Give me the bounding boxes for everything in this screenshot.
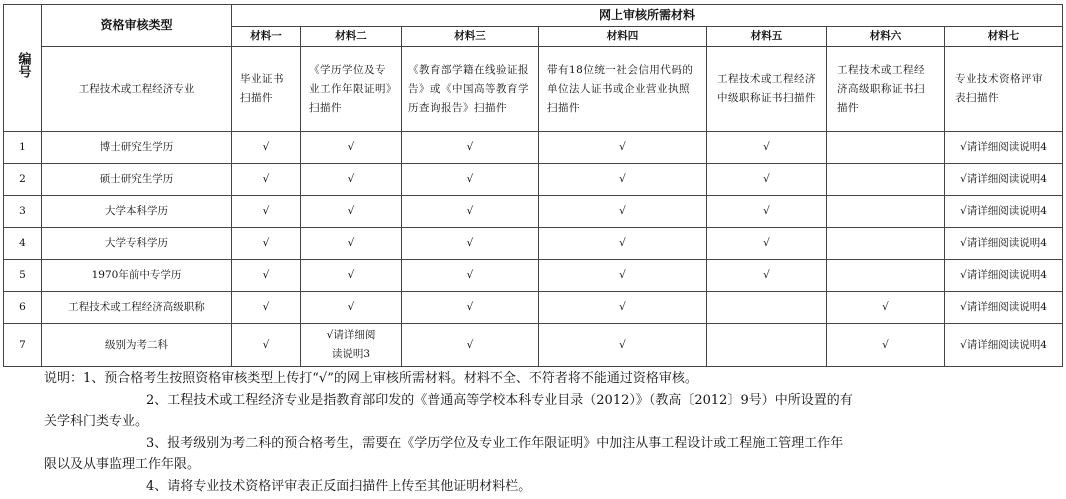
cell-m4: √ <box>539 260 707 292</box>
table-row <box>4 164 1063 196</box>
table-row <box>4 324 1063 367</box>
cell-m6: √ <box>827 324 945 367</box>
cell-no: 6 <box>4 292 42 324</box>
cell-type: 1970年前中专学历 <box>42 260 232 292</box>
note-2-cont: 关学科门类专业。 <box>44 414 149 429</box>
material-3-desc: 《教育部学籍在线验证报告》或《中国高等教育学历查询报告》扫描件 <box>402 47 539 132</box>
cell-m7: √请详细阅读说明4 <box>945 228 1063 260</box>
cell-m1: √ <box>232 228 301 260</box>
cell-no: 4 <box>4 228 42 260</box>
type-header: 资格审核类型 <box>42 5 232 47</box>
cell-m1: √ <box>232 196 301 228</box>
note-1: 说明：1、预合格考生按照资格审核类型上传打“√”的网上审核所需材料。材料不全、不符者将不能通过资格审核。 <box>44 371 698 386</box>
table-row <box>4 260 1063 292</box>
material-7-header: 材料七 <box>945 27 1063 47</box>
cell-m5: √ <box>707 260 827 292</box>
material-6-header: 材料六 <box>827 27 945 47</box>
material-5-desc: 工程技术或工程经济中级职称证书扫描件 <box>707 47 827 132</box>
cell-m7: √请详细阅读说明4 <box>945 292 1063 324</box>
cell-m5 <box>707 292 827 324</box>
cell-type: 博士研究生学历 <box>42 132 232 164</box>
cell-m3: √ <box>402 164 539 196</box>
cell-m3: √ <box>402 260 539 292</box>
cell-no: 1 <box>4 132 42 164</box>
cell-m7: √请详细阅读说明4 <box>945 196 1063 228</box>
cell-type: 硕士研究生学历 <box>42 164 232 196</box>
cell-m3: √ <box>402 228 539 260</box>
material-6-desc: 工程技术或工程经济高级职称证书扫描件 <box>827 47 945 132</box>
cell-m2: √ <box>301 164 402 196</box>
cell-m2: √ <box>301 292 402 324</box>
cell-m3: √ <box>402 132 539 164</box>
cell-m6 <box>827 196 945 228</box>
cell-m4: √ <box>539 164 707 196</box>
cell-type: 工程技术或工程经济高级职称 <box>42 292 232 324</box>
cell-m6 <box>827 228 945 260</box>
table-row <box>4 228 1063 260</box>
cell-m5: √ <box>707 132 827 164</box>
table-row <box>4 292 1063 324</box>
cell-m5: √ <box>707 228 827 260</box>
cell-m4: √ <box>539 132 707 164</box>
note-3: 3、报考级别为考二科的预合格考生，需要在《学历学位及专业工作年限证明》中加注从事工程设计或工程施工管理工作年 <box>146 435 844 451</box>
cell-m2: √ <box>301 196 402 228</box>
cell-m2: √ <box>301 132 402 164</box>
cell-m4: √ <box>539 292 707 324</box>
cell-no: 5 <box>4 260 42 292</box>
cell-type: 大学本科学历 <box>42 196 232 228</box>
cell-m6 <box>827 132 945 164</box>
cell-no: 2 <box>4 164 42 196</box>
cell-no: 7 <box>4 324 42 367</box>
cell-m4: √ <box>539 228 707 260</box>
cell-m6: √ <box>827 292 945 324</box>
cell-m5: √ <box>707 164 827 196</box>
cell-m4: √ <box>539 196 707 228</box>
material-7-desc: 专业技术资格评审表扫描件 <box>945 47 1063 132</box>
cell-m3: √ <box>402 292 539 324</box>
cell-type: 级别为考二科 <box>42 324 232 367</box>
material-2-desc: 《学历学位及专业工作年限证明》扫描件 <box>301 47 402 132</box>
table-row <box>4 196 1063 228</box>
material-1-header: 材料一 <box>232 27 301 47</box>
cell-m7: √请详细阅读说明4 <box>945 164 1063 196</box>
note-4: 4、请将专业技术资格评审表正反面扫描件上传至其他证明材料栏。 <box>146 478 532 494</box>
cell-m3: √ <box>402 196 539 228</box>
cell-m7: √请详细阅读说明4 <box>945 132 1063 164</box>
material-5-header: 材料五 <box>707 27 827 47</box>
material-1-desc: 毕业证书扫描件 <box>232 47 301 132</box>
cell-m2: √请详细阅读说明3 <box>301 324 402 367</box>
cell-m3: √ <box>402 324 539 367</box>
cell-m5 <box>707 324 827 367</box>
cell-type: 大学专科学历 <box>42 228 232 260</box>
cell-m6 <box>827 164 945 196</box>
cell-m1: √ <box>232 164 301 196</box>
cell-m7: √请详细阅读说明4 <box>945 324 1063 367</box>
materials-table <box>3 4 1063 367</box>
table-row <box>4 132 1063 164</box>
material-3-header: 材料三 <box>402 27 539 47</box>
cell-m1: √ <box>232 324 301 367</box>
cell-no: 3 <box>4 196 42 228</box>
cell-m1: √ <box>232 292 301 324</box>
category-desc: 工程技术或工程经济专业 <box>42 47 232 132</box>
cell-m2: √ <box>301 260 402 292</box>
material-2-header: 材料二 <box>301 27 402 47</box>
note-2: 2、工程技术或工程经济专业是指教育部印发的《普通高等学校本科专业目录（2012）》（教高〔2012〕9号）中所设置的有 <box>146 392 853 408</box>
material-4-header: 材料四 <box>539 27 707 47</box>
no-header: 编号 <box>4 5 42 132</box>
cell-m6 <box>827 260 945 292</box>
cell-m2: √ <box>301 228 402 260</box>
note-3-cont: 限以及从事监理工作年限。 <box>44 457 201 472</box>
cell-m7: √请详细阅读说明4 <box>945 260 1063 292</box>
cell-m4: √ <box>539 324 707 367</box>
cell-m1: √ <box>232 132 301 164</box>
material-4-desc: 带有18位统一社会信用代码的单位法人证书或企业营业执照扫描件 <box>539 47 707 132</box>
cell-m5: √ <box>707 196 827 228</box>
cell-m1: √ <box>232 260 301 292</box>
materials-group-header: 网上审核所需材料 <box>232 5 1063 27</box>
notes <box>44 368 1054 497</box>
